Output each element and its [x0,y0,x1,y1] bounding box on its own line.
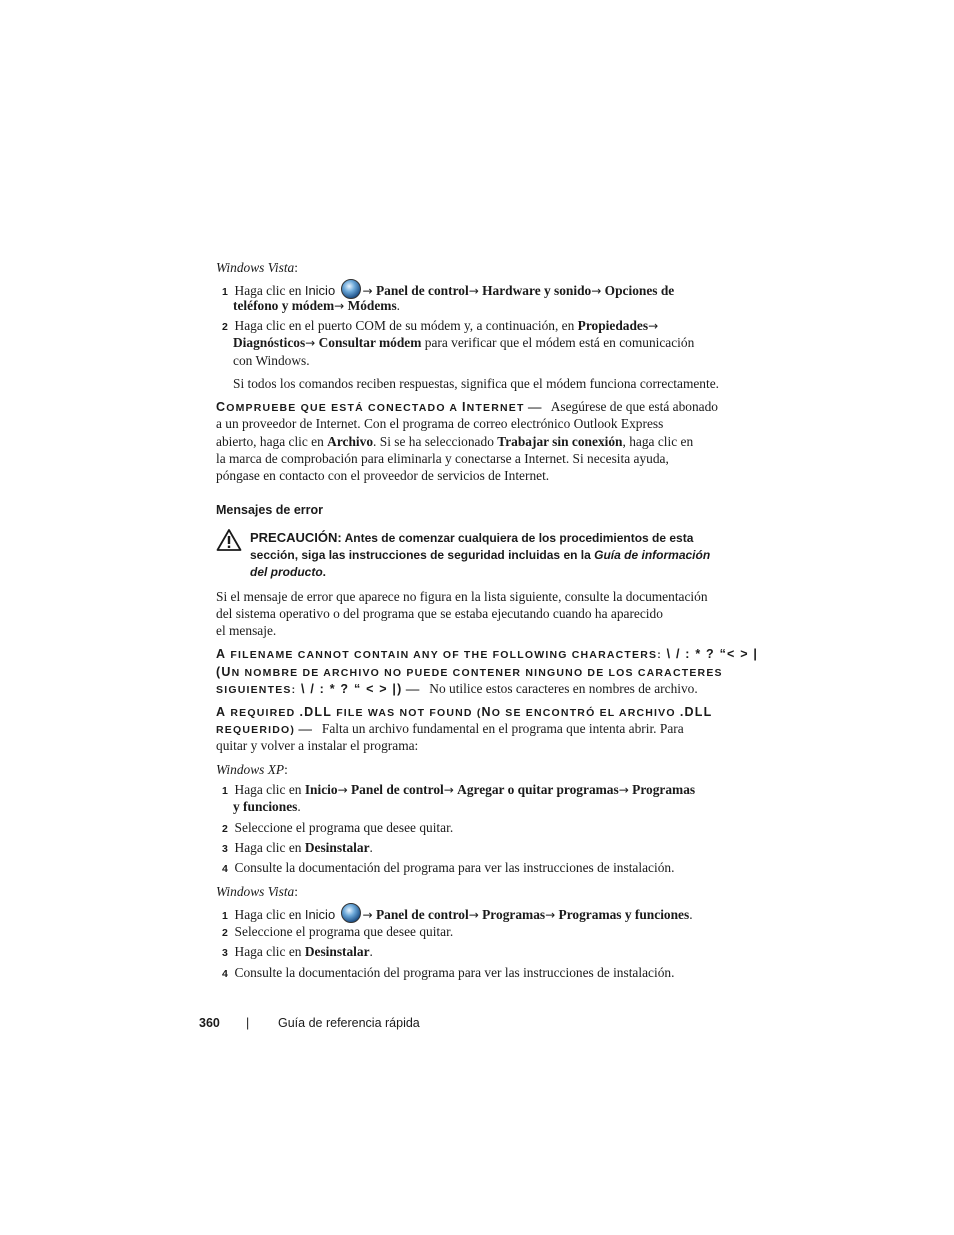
filename-error-line-1: A FILENAME CANNOT CONTAIN ANY OF THE FOLLOWING CHARACTERS: \ / : * ? “< > | [216,647,759,661]
windows-xp-label: Windows XP: [216,762,288,777]
internet-check-line-3: abierto, haga clic en Archivo. Si se ha seleccionado Trabajar sin conexión, haga clic en [216,434,694,449]
error-intro-2: del sistema operativo o del programa que se estaba ejecutando cuando ha aparecido [216,606,663,621]
windows-vista-label-2: Windows Vista: [216,884,298,899]
xp-step-2: 2 Seleccione el programa que desee quitar. [222,820,454,835]
footer-separator: | [246,1016,250,1030]
dll-error-line-3: quitar y volver a instalar el programa: [216,738,419,753]
caution-line-1: PRECAUCIÓN: Antes de comenzar cualquiera de los procedimientos de esta [250,530,694,545]
caution-line-3: del producto. [250,565,327,579]
vista2-step-4: 4 Consulte la documentación del programa para ver las instrucciones de instalación. [222,965,675,980]
filename-error-line-3: SIGUIENTES: \ / : * ? “ < > |) — No utilice estos caracteres en nombres de archivo. [216,681,698,696]
internet-check-line-4: la marca de comprobación para eliminarla y conectarse a Internet. Si necesita ayuda, [216,451,669,466]
footer-title: Guía de referencia rápida [278,1016,420,1030]
internet-check-line-2: a un proveedor de Internet. Con el programa de correo electrónico Outlook Express [216,416,664,431]
vista-step-1-cont: teléfono y módem→ Módems. [233,298,401,313]
dll-error-line-1: A REQUIRED .DLL FILE WAS NOT FOUND (NO SE ENCONTRÓ EL ARCHIVO .DLL [216,705,713,719]
xp-step-3: 3 Haga clic en Desinstalar. [222,840,373,855]
xp-step-1: 1 Haga clic en Inicio→ Panel de control→ Agregar o quitar programas→ Programas [222,782,696,797]
windows-start-icon [341,903,361,923]
vista2-step-1: 1 Haga clic en Inicio → Panel de control→ Programas→ Programas y funciones. [222,903,693,926]
dll-error-line-2: REQUERIDO) — Falta un archivo fundamental en el programa que intenta abrir. Para [216,721,684,736]
page-number: 360 [199,1016,220,1030]
vista2-step-2: 2 Seleccione el programa que desee quitar. [222,924,454,939]
section-heading: Mensajes de error [216,503,323,517]
caution-line-2: sección, siga las instrucciones de seguridad incluidas en la Guía de información [250,548,711,562]
windows-vista-label: Windows Vista: [216,260,298,275]
vista-step-2-cont2: con Windows. [233,353,310,368]
error-intro-3: el mensaje. [216,623,277,638]
vista-step-2-cont: Diagnósticos→ Consultar módem para verificar que el módem está en comunicación [233,335,695,350]
xp-step-1-cont: y funciones. [233,799,301,814]
warning-triangle-icon [216,528,242,552]
internet-check-line-5: póngase en contacto con el proveedor de servicios de Internet. [216,468,550,483]
filename-error-line-2: (UN NOMBRE DE ARCHIVO NO PUEDE CONTENER NINGUNO DE LOS CARACTERES [216,665,723,679]
xp-step-4: 4 Consulte la documentación del programa para ver las instrucciones de instalación. [222,860,675,875]
vista-step-1: 1 Haga clic en Inicio → Panel de control→ Hardware y sonido→ Opciones de [222,279,674,302]
windows-start-icon [341,279,361,299]
vista-step-2: 2 Haga clic en el puerto COM de su módem y, a continuación, en Propiedades→ [222,318,659,333]
error-intro-1: Si el mensaje de error que aparece no figura en la lista siguiente, consulte la documentación [216,589,708,604]
internet-check-line-1: COMPRUEBE QUE ESTÁ CONECTADO A INTERNET — Asegúrese de que está abonado [216,399,719,414]
vista2-step-3: 3 Haga clic en Desinstalar. [222,944,373,959]
modem-ok-note: Si todos los comandos reciben respuestas, significa que el módem funciona correctamente. [233,376,720,391]
